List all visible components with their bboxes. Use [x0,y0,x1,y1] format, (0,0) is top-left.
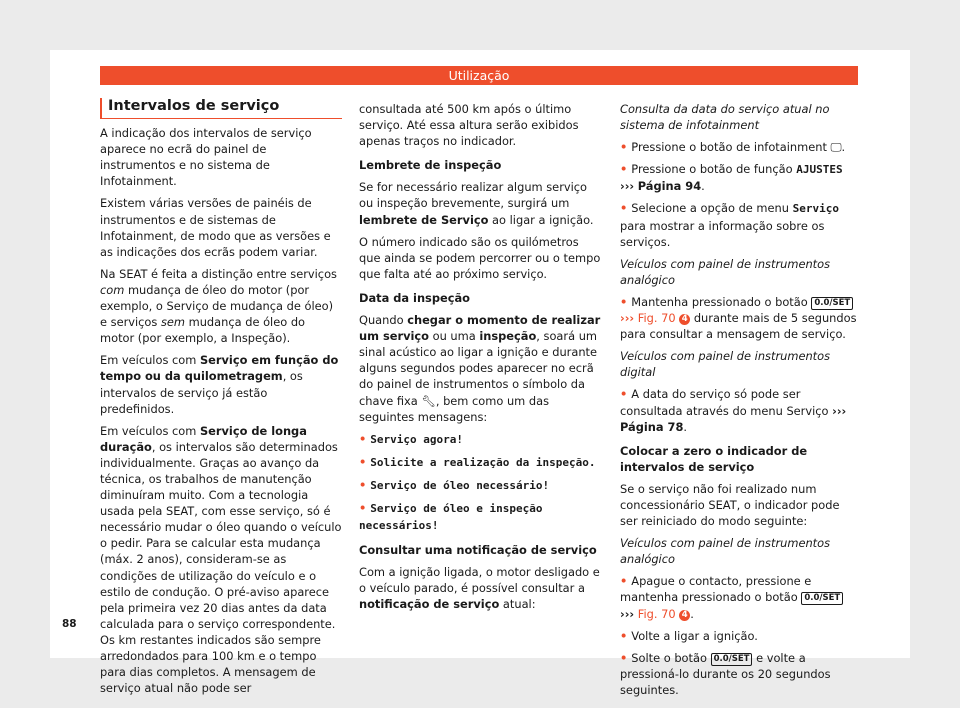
page-link[interactable]: Página 78 [620,419,684,434]
column-3 [620,101,860,704]
step-item: • Selecione a opção de menu Serviço para mostrar a informação sobre os serviços. [620,200,860,249]
subheading: Colocar a zero o indicador de intervalos de serviço [620,443,808,474]
subheading-italic: Consulta da data do serviço atual no sistema de infotainment [620,102,830,133]
step-item: • Mantenha pressionado o botão 0.0/SET ››› Fig. 70 4 durante mais de 5 segundos para consultar a mensagem de serviço. [620,294,860,342]
subheading: Consultar uma notificação de serviço [359,543,597,558]
page-link[interactable]: Página 94 [637,179,702,194]
set-button-icon: 0.0/SET [801,592,843,605]
wrench-icon: 🔧︎ [421,393,436,408]
paragraph: O número indicado são os quilómetros que ainda se podem percorrer ou o tempo que falta até ao próximo serviço. [359,234,601,281]
callout-number: 4 [679,610,690,621]
callout-number: 4 [679,314,690,325]
step-item: • Volte a ligar a ignição. [620,628,860,644]
paragraph: Se o serviço não foi realizado num concessionário SEAT, o indicador pode ser reiniciado do modo seguinte: [620,481,840,529]
step-item: • Solte o botão 0.0/SET e volte a pressioná-lo durante os 20 segundos seguintes. [620,650,860,698]
section-heading: Intervalos de serviço [100,98,342,119]
figure-link[interactable]: Fig. 70 [637,606,676,621]
message-item: • Solicite a realização da inspeção. [359,454,601,471]
paragraph: A indicação dos intervalos de serviço aparece no ecrã do painel de instrumentos e no sistema de Infotainment. [100,126,312,189]
step-item: • Pressione o botão de infotainment 🖵︎. [620,139,860,155]
paragraph: Com a ignição ligada, o motor desligado e o veículo parado, é possível consultar a notificação de serviço atual: [359,565,600,612]
paragraph: consultada até 500 km após o último serviço. Até essa altura serão exibidos apenas traços no indicador. [359,102,579,149]
paragraph: Quando chegar o momento de realizar um serviço ou uma inspeção, soará um sinal acústico ao ligar a ignição e durante alguns segundos podes aparecer no ecrã do painel de instrumentos o símbolo da chave fixa 🔧︎, bem como um das seguintes mensagens: [359,313,601,424]
paragraph: Se for necessário realizar algum serviço ou inspeção brevemente, surgirá um lembrete de Serviço ao ligar a ignição. [359,180,594,227]
subheading: Data da inspeção [359,290,470,305]
step-item: • Pressione o botão de função AJUSTES ››› Página 94. [620,161,860,194]
page-number: 88 [62,618,77,630]
paragraph: Existem várias versões de painéis de instrumentos e de sistemas de Infotainment, de modo que as versões e as indicações dos ecrãs podem variar. [100,196,331,259]
message-item: • Serviço agora! [359,431,601,448]
message-item: • Serviço de óleo e inspeção necessários! [359,500,601,534]
paragraph: Em veículos com Serviço de longa duração, os intervalos são determinados individualmente. Graças ao avanço da técnica, os trabalhos de manutenção diminuíram muito. Com a tecnologia usada pela SEAT, com esse serviço, só é necessário mudar o óleo quando o veículo o pedir. Para se calcular esta mudança (máx. 2 anos), consideram-se as condições de utilização do veículo e o estilo de condução. O pré-aviso aparece pela primeira vez 20 dias antes da data calculada para o serviço correspondente. Os km restantes indicados são sempre arredondados para 100 km e o tempo para dias completos. A mensagem de serviço atual não pode ser [100,423,342,696]
set-button-icon: 0.0/SET [711,653,753,666]
section-header: Utilização [100,66,858,85]
paragraph: Na SEAT é feita a distinção entre serviços com mudança de óleo do motor (por exemplo, o Serviço de mudança de óleo) e serviços sem mudança de óleo do motor (por exemplo, a Inspeção). [100,266,337,346]
infotainment-icon: 🖵︎ [830,140,842,155]
subheading-italic: Veículos com painel de instrumentos digital [620,349,831,380]
subheading-italic: Veículos com painel de instrumentos analógico [620,536,831,567]
subheading: Lembrete de inspeção [359,158,502,173]
set-button-icon: 0.0/SET [811,297,853,310]
step-item: • A data do serviço só pode ser consultada através do menu Serviço ››› Página 78. [620,386,860,434]
step-item: • Apague o contacto, pressione e mantenha pressionado o botão 0.0/SET ››› Fig. 70 4 . [620,573,860,621]
figure-link[interactable]: Fig. 70 [637,311,676,326]
paragraph: Em veículos com Serviço em função do tempo ou da quilometragem, os intervalos de serviço já estão predefinidos. [100,353,339,416]
message-item: • Serviço de óleo necessário! [359,477,601,494]
subheading-italic: Veículos com painel de instrumentos analógico [620,256,831,287]
column-2 [359,101,601,619]
column-1 [100,98,342,702]
